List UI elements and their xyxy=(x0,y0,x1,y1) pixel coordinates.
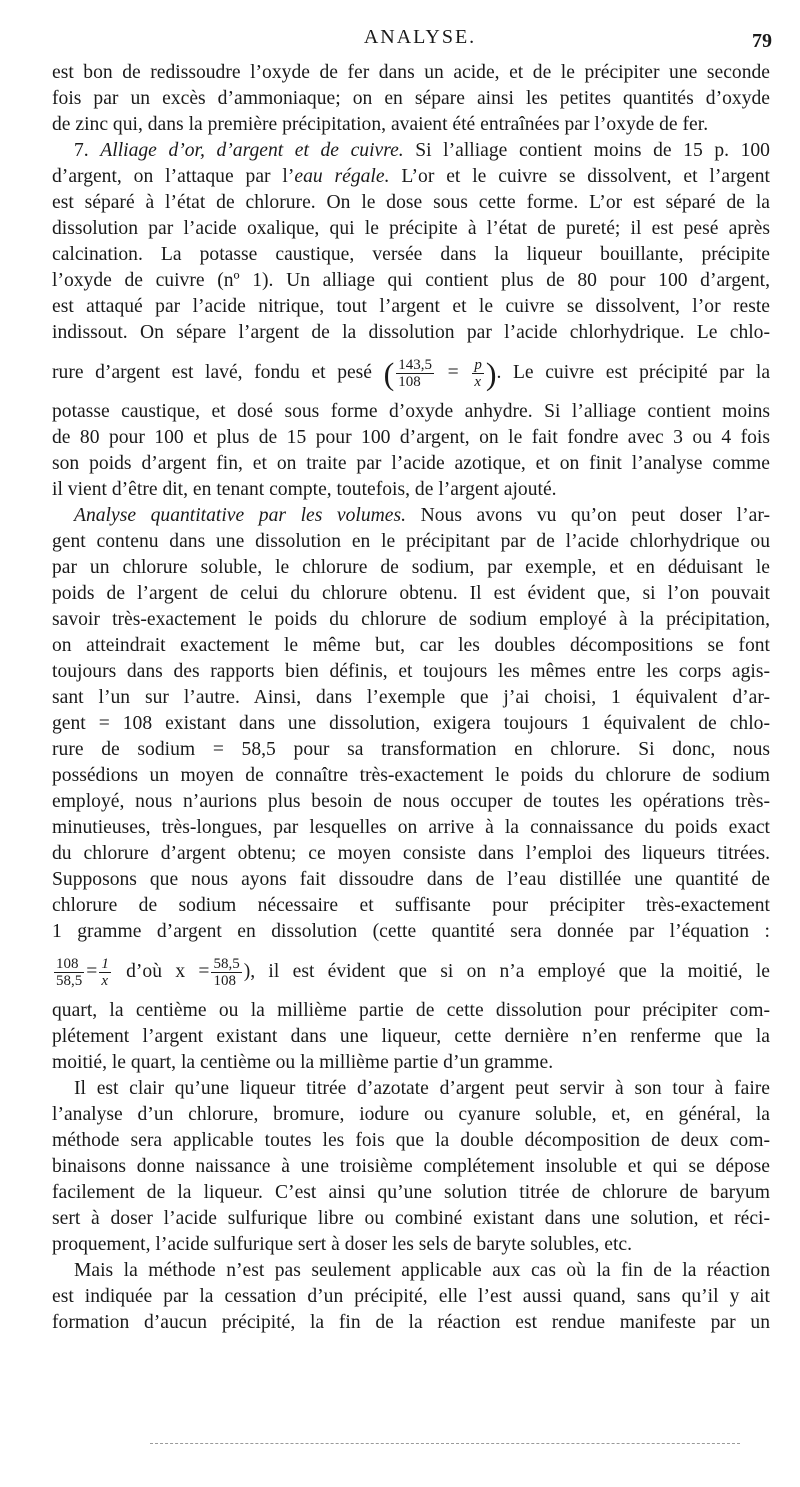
text-line: indissout. On sépare l’argent de la dissolution par l’acide chlorhydrique. Le chlo- xyxy=(52,322,770,344)
text-line: méthode sera applicable toutes les fois que la double décomposition de deux com- xyxy=(52,1129,770,1151)
text-line: potasse caustique, et dosé sous forme d’oxyde anhydre. Si l’alliage contient moins xyxy=(52,400,770,422)
text-line: est bon de redissoudre l’oxyde de fer dans un acide, et de le précipiter une seconde xyxy=(52,62,770,83)
text-line: moitié, le quart, la centième ou la millième partie d’un gramme. xyxy=(52,1051,554,1073)
text-line: l’oxyde de cuivre (nº 1). Un alliage qui contient plus de 80 pour 100 d’argent, xyxy=(52,270,770,292)
text-line xyxy=(52,164,770,190)
text-line: binaisons donne naissance à une troisième complétement insoluble et qui se dépose xyxy=(52,1155,770,1177)
paren-open: ( xyxy=(383,355,395,392)
text-line: gent = 108 existant dans une dissolution, exigera toujours 1 équivalent de chlo- xyxy=(52,713,770,735)
text-line: minutieuses, très-longues, par lesquelles on arrive à la connaissance du poids exact xyxy=(52,817,770,839)
equals-sign: = xyxy=(447,361,459,383)
formula-line xyxy=(52,946,770,998)
footer-rule xyxy=(150,1443,740,1446)
text-line: poids de l’argent de celui du chlorure obtenu. Il est évident que, si l’on pouvait xyxy=(52,582,770,604)
denominator: x xyxy=(474,373,481,390)
text-line: 1 gramme d’argent en dissolution (cette quantité sera donnée par l’équation : xyxy=(52,921,770,943)
text-fragment: Nous avons vu qu’on peut doser l’ar- xyxy=(406,504,770,526)
text-line: toujours dans des rapports bien définis, et toujours les mêmes entre les corps agis- xyxy=(52,660,770,682)
text-line: quart, la centième ou la millième partie de cette dissolution pour précipiter com- xyxy=(52,999,770,1021)
text-line: formation d’aucun précipité, la fin de la réaction est rendue manifeste par un xyxy=(52,1312,770,1334)
text-line: par un chlorure soluble, le chlorure de sodium, par exemple, et en déduisant le xyxy=(52,556,770,578)
text-line: gent contenu dans une dissolution en le précipitant par de l’acide chlorhydrique ou xyxy=(52,530,770,552)
fraction xyxy=(472,357,484,390)
text-line: calcination. La potasse caustique, versée dans la liqueur bouillante, précipite xyxy=(52,244,770,266)
text-line: est attaqué par l’acide nitrique, tout l’argent et le cuivre se dissolvent, l’or reste xyxy=(52,296,770,318)
paren-close: ) xyxy=(485,355,497,392)
text-fragment: ), il est évident que si on n’a employé que la moitié, le xyxy=(243,960,770,982)
text-line: employé, nous n’aurions plus besoin de nous occuper de toutes les opérations très- xyxy=(52,791,770,813)
text-line: rure de sodium = 58,5 pour sa transformation en chlorure. Si donc, nous xyxy=(52,739,770,761)
text-line: Il est clair qu’une liqueur titrée d’azotate d’argent peut servir à son tour à faire xyxy=(74,1077,770,1099)
text-line: de zinc qui, dans la première précipitation, avaient été entraînées par l’oxyde de fer. xyxy=(52,114,709,136)
denominator: 58,5 xyxy=(56,972,83,989)
section-number: 7. xyxy=(74,140,89,162)
fraction xyxy=(396,357,434,390)
text-line: de 80 pour 100 et plus de 15 pour 100 d’argent, on le fait fondre avec 3 ou 4 fois xyxy=(52,426,770,448)
text-fragment: L’or et le cuivre se dissolvent, et l’argent xyxy=(389,166,770,188)
text-fragment: d’argent, on l’attaque par l’ xyxy=(52,166,295,188)
fraction xyxy=(99,956,111,989)
text-line: il vient d’être dit, en tenant compte, toutefois, de l’argent ajouté. xyxy=(52,478,557,500)
numerator: 1 xyxy=(101,955,109,972)
running-title: ANALYSE. xyxy=(363,26,477,48)
text-fragment: . Le cuivre est précipité par la xyxy=(496,361,771,383)
fraction xyxy=(54,956,84,989)
denominator: 108 xyxy=(213,972,236,989)
text-line: sert à doser l’acide sulfurique libre ou combiné existant dans une solution, et réci- xyxy=(52,1207,770,1229)
text-line: facilement de la liqueur. C’est ainsi qu’une solution titrée de chlorure de baryum xyxy=(52,1181,770,1203)
text-line: plétement l’argent existant dans une liqueur, cette dernière n’en renferme que la xyxy=(52,1025,770,1047)
text-line: proquement, l’acide sulfurique sert à doser les sels de baryte solubles, etc. xyxy=(52,1233,633,1255)
text-fragment: d’où x = xyxy=(112,960,210,982)
text-fragment: Si l’alliage contient moins de 15 p. 100 xyxy=(403,140,770,162)
text-line: son poids d’argent fin, et on traite par l’acide azotique, et on finit l’analyse comme xyxy=(52,452,770,474)
text-line: fois par un excès d’ammoniaque; on en sépare ainsi les petites quantités d’oxyde xyxy=(52,88,770,110)
fraction xyxy=(211,956,241,989)
numerator: p xyxy=(474,356,482,373)
numerator: 143,5 xyxy=(398,356,433,373)
numerator: 108 xyxy=(54,956,84,973)
text-fragment-italic: eau régale. xyxy=(294,166,390,188)
text-line: savoir très-exactement le poids du chlorure de sodium employé à la précipitation, xyxy=(52,608,770,630)
numerator: 58,5 xyxy=(213,955,240,972)
page-header xyxy=(60,26,780,56)
text-fragment: rure d’argent est lavé, fondu et pesé xyxy=(52,361,373,383)
denominator: x xyxy=(101,972,108,989)
text-line: dissolution par l’acide oxalique, qui le précipite à l’état de pureté; il est pesé après xyxy=(52,218,770,240)
section-title: Analyse quantitative par les volumes. xyxy=(74,504,407,526)
text-line: possédions un moyen de connaître très-exactement le poids du chlorure de sodium xyxy=(52,765,770,787)
page-number: 79 xyxy=(752,30,772,52)
equals-sign: = xyxy=(86,960,98,982)
text-line: on atteindrait exactement le même but, car les doubles décompositions se font xyxy=(52,634,770,656)
text-line: est séparé à l’état de chlorure. On le dose sous cette forme. L’or est séparé de la xyxy=(52,192,770,214)
text-line: Mais la méthode n’est pas seulement applicable aux cas où la fin de la réaction xyxy=(74,1259,770,1281)
text-line: Supposons que nous ayons fait dissoudre dans de l’eau distillée une quantité de xyxy=(52,869,770,891)
body-text xyxy=(52,60,770,1336)
text-line: chlorure de sodium nécessaire et suffisante pour précipiter très-exactement xyxy=(52,895,770,917)
section-heading-line xyxy=(52,138,770,164)
text-line: sant l’un sur l’autre. Ainsi, dans l’exemple que j’ai choisi, 1 équivalent d’ar- xyxy=(52,687,770,709)
text-line: du chlorure d’argent obtenu; ce moyen consiste dans l’emploi des liqueurs titrées. xyxy=(52,843,770,865)
text-line: est indiquée par la cessation d’un précipité, elle l’est aussi quand, sans qu’il y ait xyxy=(52,1286,770,1308)
text-line: l’analyse d’un chlorure, bromure, iodure ou cyanure soluble, et, en général, la xyxy=(52,1103,770,1125)
formula-line xyxy=(52,347,770,399)
text-line xyxy=(52,503,770,529)
denominator: 108 xyxy=(398,373,421,390)
section-title: Alliage d’or, d’argent et de cuivre. xyxy=(100,140,404,162)
